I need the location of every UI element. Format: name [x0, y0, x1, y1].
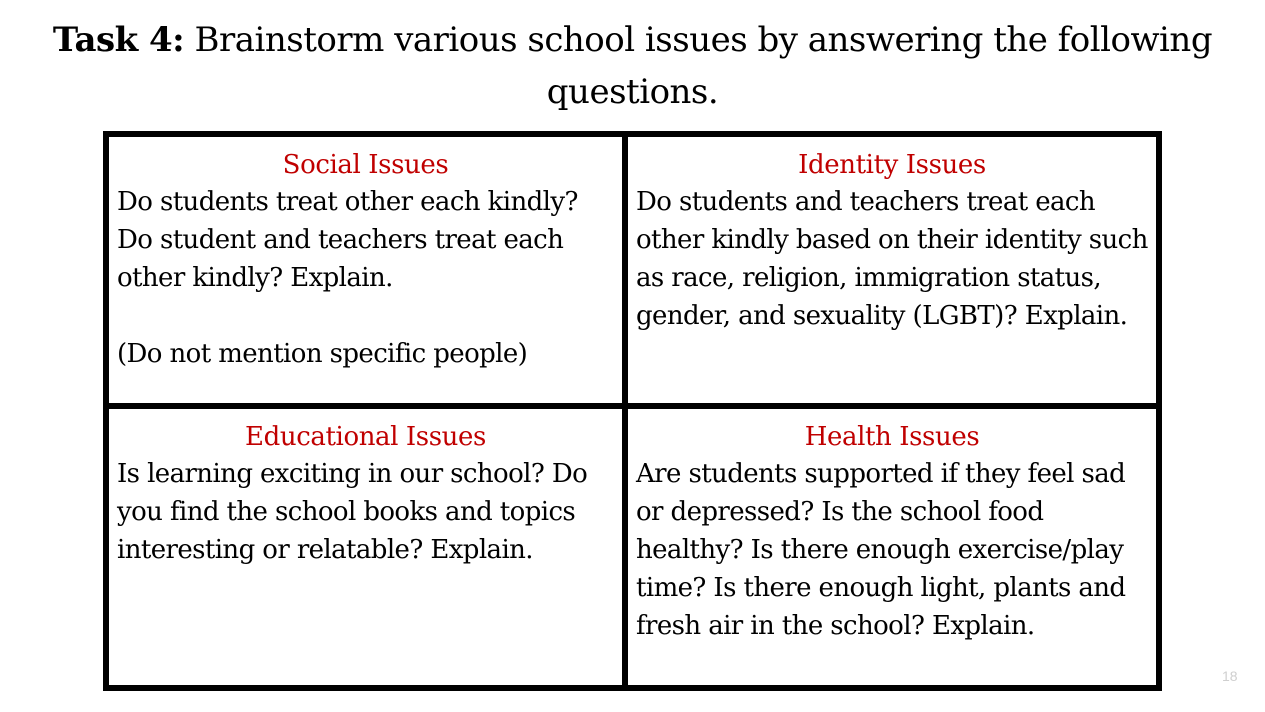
health-issues-text: Are students supported if they feel sad or depressed? Is the school food healthy? Is there enough exercise/play time? Is there enough light, plants and fresh air in the school? Explain. [636, 459, 1126, 641]
slide-title [0, 14, 1265, 118]
educational-issues-heading: Educational Issues [245, 422, 486, 452]
title-task-label: Task 4: [52, 20, 185, 60]
page-number: 18 [1222, 668, 1238, 684]
issues-table [103, 131, 1162, 691]
identity-issues-heading: Identity Issues [798, 150, 986, 180]
social-issues-heading: Social Issues [282, 150, 449, 180]
social-issues-text: Do students treat other each kindly? Do student and teachers treat each other kindly? Explain. (Do not mention specific people) [117, 187, 578, 369]
health-issues-heading: Health Issues [804, 422, 980, 452]
cell-social-issues [109, 137, 628, 409]
cell-identity-issues [628, 137, 1156, 409]
cell-health-issues [628, 409, 1156, 685]
identity-issues-text: Do students and teachers treat each other kindly based on their identity such as race, religion, immigration status, gender, and sexuality (LGBT)? Explain. [636, 187, 1148, 331]
cell-educational-issues [109, 409, 628, 685]
title-text: Brainstorm various school issues by answering the following questions. [184, 20, 1213, 112]
educational-issues-text: Is learning exciting in our school? Do you find the school books and topics interesting or relatable? Explain. [117, 459, 588, 565]
